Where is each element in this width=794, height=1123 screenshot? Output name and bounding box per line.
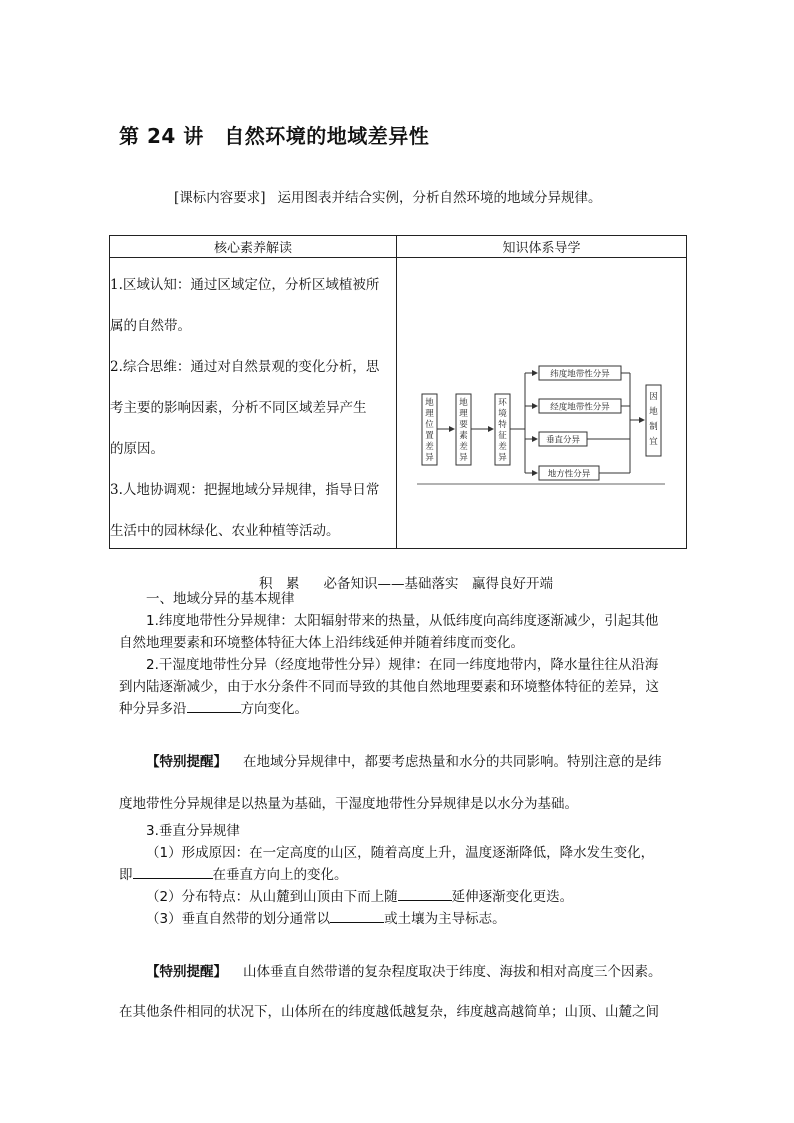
section-header — [259, 572, 553, 592]
literacy-line: 属的自然带。 — [110, 318, 191, 334]
fill-blank[interactable] — [330, 909, 384, 923]
literacy-line: 考主要的影响因素，分析不同区域差异产生 — [110, 400, 367, 416]
tip-2-line — [146, 960, 662, 980]
fill-blank[interactable] — [398, 887, 452, 901]
box3-label: 环境特征差异 — [498, 398, 507, 463]
para-2-line: 2.干湿度地带性分异（经度地带性分异）规律：在同一纬度地带内，降水量往往从沿海 — [146, 657, 659, 673]
tip-tag: 【特别提醒】 — [146, 964, 227, 980]
vertical-text: （2）分布特点：从山麓到山顶由下而上随 — [146, 889, 398, 905]
literacy-line: 2.综合思维：通过对自然景观的变化分析，思 — [110, 359, 380, 375]
literacy-line: 的原因。 — [110, 441, 164, 457]
tip-text: 山体垂直自然带谱的复杂程度取决于纬度、海拔和相对高度三个因素。 — [243, 964, 662, 980]
literacy-line: 1.区域认知：通过区域定位，分析区域植被所 — [110, 277, 380, 293]
vertical-text: （3）垂直自然带的划分通常以 — [146, 911, 331, 927]
branch-label-0: 纬度地带性分异 — [550, 369, 610, 380]
overview-table — [109, 235, 687, 549]
section-header-a: 积 累 — [259, 576, 300, 592]
vertical-text: 即 — [119, 867, 133, 883]
para-2-line — [119, 698, 308, 720]
literacy-cell — [110, 258, 397, 549]
vertical-1-line: （1）形成原因：在一定高度的山区，随着高度上升，温度逐渐降低，降水发生变化， — [146, 845, 655, 861]
literacy-header: 核心素养解读 — [110, 236, 397, 258]
lesson-title: 第 24 讲 自然环境的地域差异性 — [119, 124, 430, 148]
vertical-text: 延伸逐渐变化更迭。 — [451, 889, 574, 905]
para-1-line: 1.纬度地带性分异规律：太阳辐射带来的热量，从低纬度向高纬度逐渐减少，引起其他 — [146, 613, 659, 629]
branch-label-2: 垂直分异 — [545, 435, 581, 446]
requirement-tag: [课标内容要求] — [174, 190, 266, 206]
fill-blank[interactable] — [133, 865, 213, 879]
vertical-1-line — [119, 864, 348, 886]
fill-blank[interactable] — [187, 699, 241, 713]
para-2-line: 到内陆逐渐减少，由于水分条件不同而导致的其他自然地理要素和环境整体特征的差异，这 — [119, 679, 659, 695]
branch-label-3: 地方性分异 — [547, 469, 591, 480]
para-2-text: 方向变化。 — [240, 701, 308, 717]
requirement-text: 运用图表并结合实例，分析自然环境的地域分异规律。 — [277, 190, 602, 206]
knowledge-cell — [397, 258, 687, 549]
section-header-b: 必备知识——基础落实 赢得良好开端 — [323, 576, 553, 592]
literacy-line: 生活中的园林绿化、农业种植等活动。 — [110, 523, 340, 539]
box2-label: 地理要素差异 — [459, 398, 468, 463]
box1-label: 地理位置差异 — [425, 398, 434, 463]
vertical-text: 在垂直方向上的变化。 — [212, 867, 348, 883]
heading-1: 一、地域分异的基本规律 — [146, 591, 295, 607]
para-2-text: 种分异多沿 — [119, 701, 187, 717]
tip-2-line: 在其他条件相同的状况下，山体所在的纬度越低越复杂，纬度越高越简单；山顶、山麓之间 — [119, 1004, 659, 1020]
literacy-line: 3.人地协调观：把握地域分异规律，指导日常 — [110, 482, 380, 498]
para-1-line: 自然地理要素和环境整体特征大体上沿纬线延伸并随着纬度而变化。 — [119, 635, 524, 651]
knowledge-header: 知识体系导学 — [397, 236, 687, 258]
result-label: 因地制宜 — [649, 392, 658, 447]
curriculum-requirement — [174, 186, 602, 206]
vertical-3-line — [146, 908, 506, 930]
vertical-text: 或土壤为主导标志。 — [384, 911, 506, 927]
branch-label-1: 经度地带性分异 — [550, 402, 610, 413]
knowledge-flow-diagram — [397, 258, 685, 548]
tip-tag: 【特别提醒】 — [146, 754, 227, 770]
tip-1-line: 度地带性分异规律是以热量为基础，干湿度地带性分异规律是以水分为基础。 — [119, 796, 578, 812]
tip-1-line — [146, 750, 662, 770]
vertical-2-line — [146, 886, 573, 908]
tip-text: 在地域分异规律中，都要考虑热量和水分的共同影响。特别注意的是纬 — [243, 754, 662, 770]
heading-3: 3.垂直分异规律 — [146, 823, 240, 839]
